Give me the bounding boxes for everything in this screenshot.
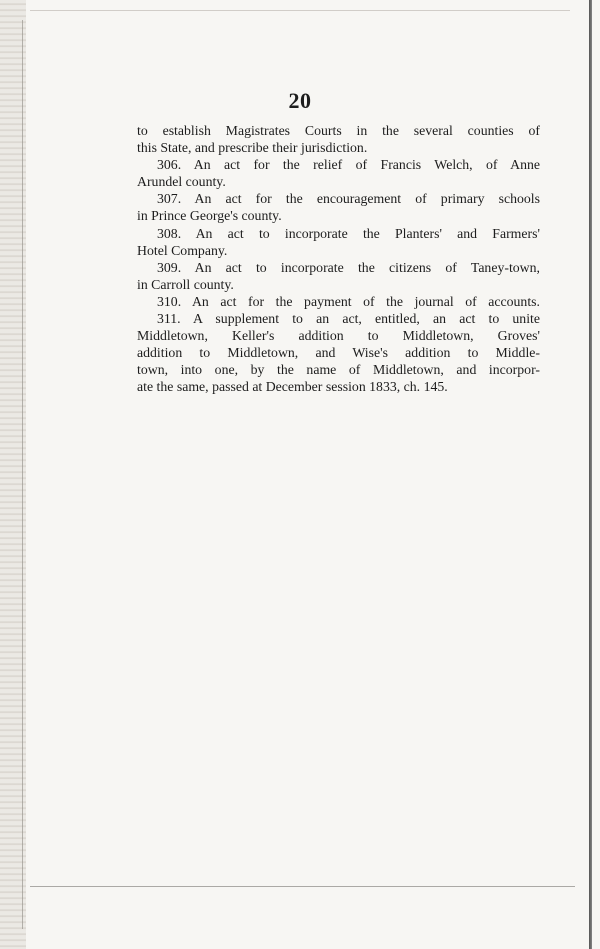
text-line: Arundel county.: [137, 174, 226, 190]
text-line: Middletown, Keller's addition to Middletown, Groves': [137, 328, 540, 344]
text-line: 310. An act for the payment of the journal of accounts.: [157, 293, 540, 309]
page-number: 20: [288, 88, 312, 113]
body-text: [137, 122, 540, 396]
page-edge-shadow: [589, 0, 592, 949]
text-line: Hotel Company.: [137, 242, 228, 258]
bottom-rule: [30, 886, 575, 887]
top-rule: [30, 10, 570, 11]
text-line: to establish Magistrates Courts in the several counties of: [137, 123, 540, 138]
text-line: in Carroll county.: [137, 276, 234, 292]
text-line: ate the same, passed at December session 1833, ch. 145.: [137, 379, 448, 395]
text-line: 309. An act to incorporate the citizens of Taney-town,: [157, 259, 540, 275]
text-line: 311. A supplement to an act, entitled, an act to unite: [157, 311, 540, 327]
text-line: 306. An act for the relief of Francis Welch, of Anne: [157, 157, 540, 173]
text-line: addition to Middletown, and Wise's addition to Middle-: [137, 345, 540, 361]
margin-rule: [22, 20, 23, 929]
text-line: in Prince George's county.: [137, 208, 282, 224]
text-line: 308. An act to incorporate the Planters' and Farmers': [157, 225, 540, 241]
text-line: 307. An act for the encouragement of primary schools: [157, 191, 540, 207]
text-line: town, into one, by the name of Middletown, and incorpor-: [137, 362, 540, 378]
text-line: this State, and prescribe their jurisdiction.: [137, 140, 368, 156]
